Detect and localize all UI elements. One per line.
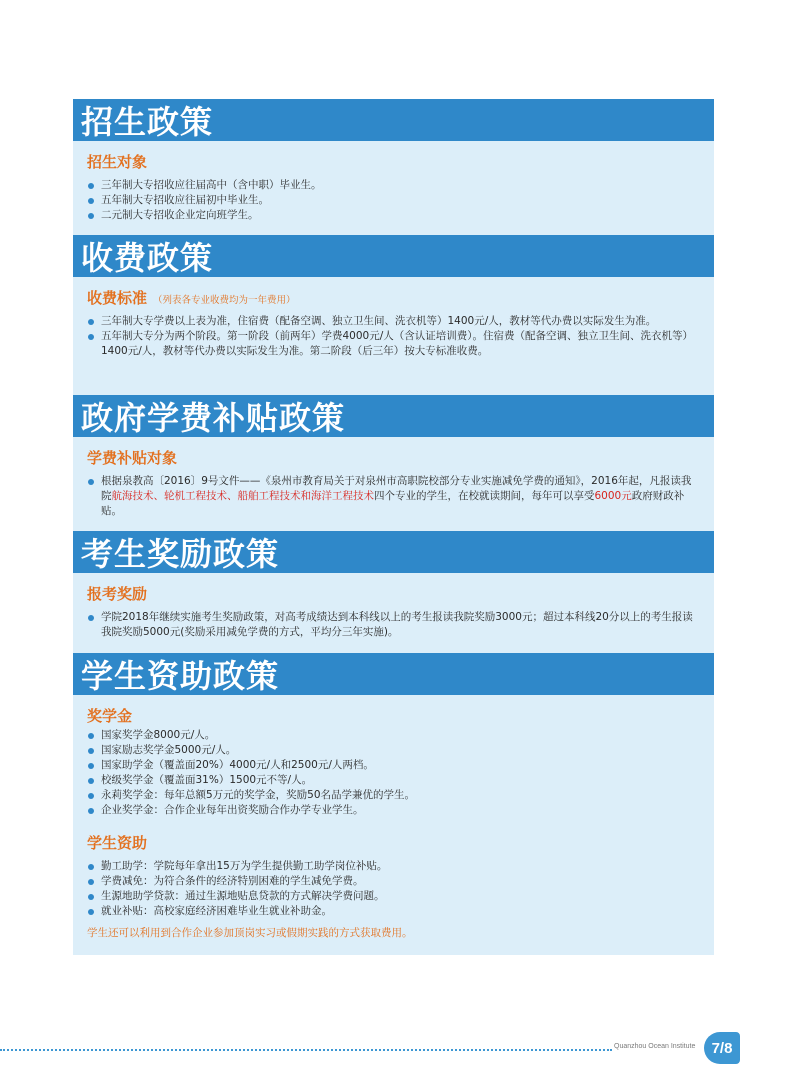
admission-panel [73, 141, 714, 235]
fees-panel [73, 277, 714, 395]
list-item: 就业补贴：高校家庭经济困难毕业生就业补助金。 [87, 904, 700, 919]
fees-title: 收费政策 [81, 239, 214, 277]
list-item: 企业奖学金：合作企业每年出资奖励合作办学专业学生。 [87, 803, 700, 818]
list-item: 五年制大专分为两个阶段。第一阶段（前两年）学费4000元/人（含认证培训费）。住宿费（配备空调、独立卫生间、洗衣机等）1400元/人，教材等代办费以实际发生为准。第二阶段（后三年）按大专标准收费。 [87, 329, 700, 359]
list-item: 校级奖学金（覆盖面31%）1500元不等/人。 [87, 773, 700, 788]
list-item: 三年制大专学费以上表为准，住宿费（配备空调、独立卫生间、洗衣机等）1400元/人，教材等代办费以实际发生为准。 [87, 314, 700, 329]
scholarship-subtitle-text: 奖学金 [87, 707, 133, 725]
fees-banner [73, 235, 714, 277]
subsidy-majors-highlight: 航海技术、轮机工程技术、船舶工程技术和海洋工程技术 [111, 490, 374, 502]
support-subtitle-text: 学生资助 [87, 834, 148, 852]
aid-panel [73, 695, 714, 955]
reward-panel [73, 573, 714, 653]
subsidy-panel [73, 437, 714, 531]
admission-title: 招生政策 [81, 103, 214, 141]
subsidy-list [87, 474, 700, 519]
list-item: 三年制大专招收应往届高中（含中职）毕业生。 [87, 178, 700, 193]
aid-banner [73, 653, 714, 695]
list-item: 二元制大专招收企业定向班学生。 [87, 208, 700, 223]
admission-subtitle [87, 151, 700, 172]
list-item: 国家助学金（覆盖面20%）4000元/人和2500元/人两档。 [87, 758, 700, 773]
subsidy-text-2: 四个专业的学生，在校就读期间，每年可以享受 [374, 490, 595, 502]
support-list [87, 859, 700, 919]
fees-subtitle-note: （列表各专业收费均为一年费用） [153, 295, 296, 306]
list-item: 永莉奖学金：每年总额5万元的奖学金，奖励50名品学兼优的学生。 [87, 788, 700, 803]
reward-subtitle-text: 报考奖励 [87, 585, 148, 603]
list-item: 学院2018年继续实施考生奖励政策，对高考成绩达到本科线以上的考生报读我院奖励3000元；超过本科线20分以上的考生报读我院奖励5000元(奖励采用减免学费的方式，平均分三年实施)。 [87, 610, 700, 640]
subsidy-subtitle [87, 447, 700, 468]
fees-subtitle-text: 收费标准 [87, 289, 148, 307]
admission-banner [73, 99, 714, 141]
policy-page [73, 99, 714, 955]
list-item: 国家励志奖学金5000元/人。 [87, 743, 700, 758]
list-item: 勤工助学：学院每年拿出15万为学生提供勤工助学岗位补贴。 [87, 859, 700, 874]
footer-institute: Quanzhou Ocean Institute [614, 1043, 696, 1050]
page-number: 7/8 [704, 1032, 740, 1064]
subsidy-amount-highlight: 6000元 [594, 490, 632, 502]
reward-banner [73, 531, 714, 573]
list-item: 国家奖学金8000元/人。 [87, 728, 700, 743]
reward-subtitle [87, 583, 700, 604]
footer-dotted-line [0, 1049, 612, 1051]
admission-list [87, 178, 700, 223]
aid-title: 学生资助政策 [81, 657, 280, 695]
scholarship-subtitle [87, 705, 700, 726]
list-item [87, 474, 700, 519]
support-subtitle [87, 832, 700, 853]
scholarship-list [87, 728, 700, 818]
aid-tail-note: 学生还可以利用到合作企业参加顶岗实习或假期实践的方式获取费用。 [87, 927, 413, 939]
list-item: 五年制大专招收应往届初中毕业生。 [87, 193, 700, 208]
fees-subtitle [87, 287, 700, 308]
subsidy-text-1: 根据泉教高〔2016〕9号文件——《泉州市教育局关于对泉州市高职院校部分专业实施减免学费的通知》，2016年起，凡报读我院 [101, 475, 692, 502]
subsidy-title: 政府学费补贴政策 [81, 399, 346, 437]
subsidy-banner [73, 395, 714, 437]
admission-subtitle-text: 招生对象 [87, 153, 148, 171]
reward-title: 考生奖励政策 [81, 535, 280, 573]
list-item: 学费减免：为符合条件的经济特别困难的学生减免学费。 [87, 874, 700, 889]
reward-list [87, 610, 700, 640]
fees-list [87, 314, 700, 359]
subsidy-text-3: 政府财政补贴。 [101, 490, 685, 517]
list-item: 生源地助学贷款：通过生源地贴息贷款的方式解决学费问题。 [87, 889, 700, 904]
subsidy-subtitle-text: 学费补贴对象 [87, 449, 178, 467]
